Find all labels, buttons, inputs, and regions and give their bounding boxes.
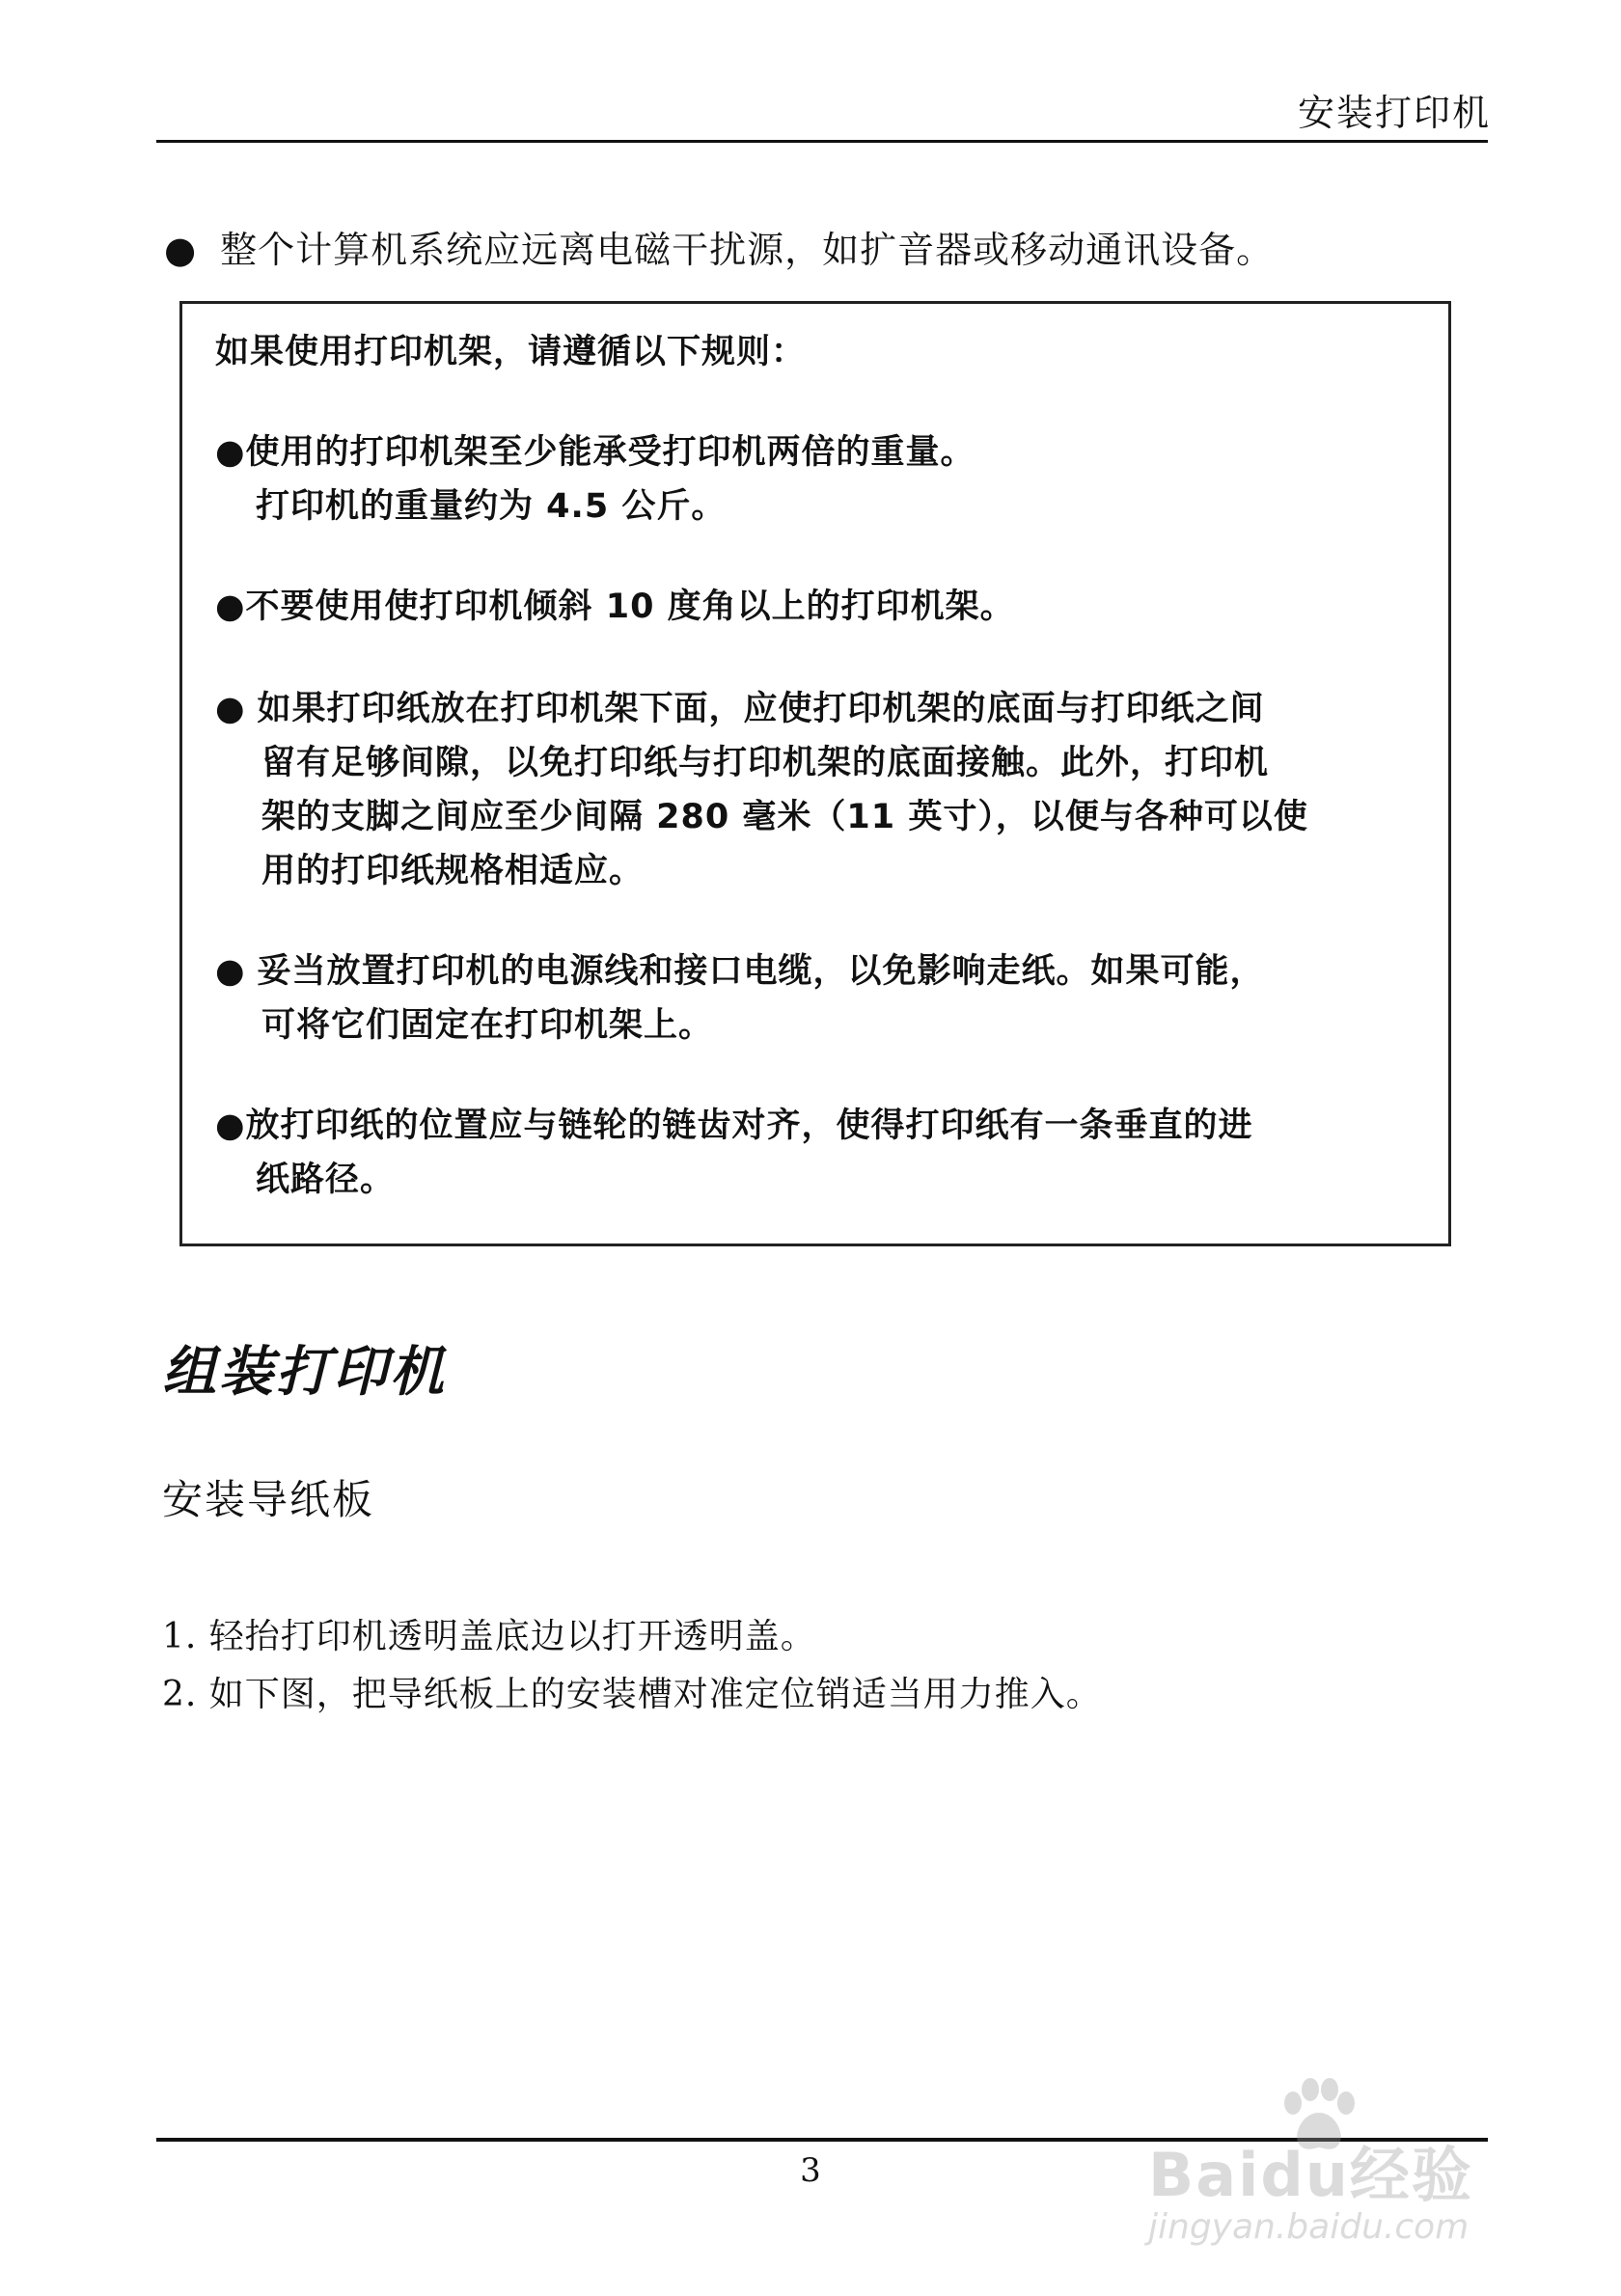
notice-item-line: 用的打印纸规格相适应。 <box>261 852 645 890</box>
bullet-icon: ● <box>215 690 246 728</box>
notice-item-line: 可将它们固定在打印机架上。 <box>261 1006 714 1045</box>
intro-text: 整个计算机系统应远离电磁干扰源，如扩音器或移动通讯设备。 <box>220 229 1275 271</box>
bullet-icon: ● <box>215 1107 246 1145</box>
notice-item-line: ●放打印纸的位置应与链轮的链齿对齐，使得打印纸有一条垂直的进 <box>215 1107 1253 1145</box>
intro-bullet-item <box>164 220 1274 273</box>
header-rule <box>156 140 1488 143</box>
notice-item-line: ● 妥当放置打印机的电源线和接口电缆，以免影响走纸。如果可能， <box>215 952 1265 991</box>
watermark-url: jingyan.baidu.com <box>1148 2207 1470 2247</box>
step-item: 2. 如下图，把导纸板上的安装槽对准定位销适当用力推入。 <box>162 1675 1102 1714</box>
notice-box <box>179 301 1451 1246</box>
subsection-title: 安装导纸板 <box>162 1476 375 1523</box>
notice-item-line: 架的支脚之间应至少间隔 280 毫米（11 英寸），以便与各种可以使 <box>261 798 1308 836</box>
notice-heading: 如果使用打印机架，请遵循以下规则： <box>215 333 807 371</box>
notice-item-line: 留有足够间隙，以免打印纸与打印机架的底面接触。此外，打印机 <box>261 744 1270 782</box>
notice-item-line: ● 如果打印纸放在打印机架下面，应使打印机架的底面与打印纸之间 <box>215 690 1265 728</box>
step-item: 1. 轻抬打印机透明盖底边以打开透明盖。 <box>162 1617 816 1656</box>
page-number: 3 <box>800 2151 821 2190</box>
watermark-brand: Baidu经验 <box>1148 2140 1473 2210</box>
watermark <box>1148 2074 1534 2267</box>
bullet-icon: ● <box>215 433 246 472</box>
notice-item-line: ●不要使用使打印机倾斜 10 度角以上的打印机架。 <box>215 588 1015 626</box>
notice-item-line: ●使用的打印机架至少能承受打印机两倍的重量。 <box>215 433 975 472</box>
section-title: 组装打印机 <box>162 1341 447 1404</box>
bullet-icon: ● <box>215 588 246 626</box>
header-title: 安装打印机 <box>1297 92 1491 134</box>
bullet-icon: ● <box>215 952 246 991</box>
notice-item-line: 纸路径。 <box>256 1161 396 1199</box>
notice-item-line: 打印机的重量约为 4.5 公斤。 <box>256 487 727 526</box>
bullet-icon: ● <box>164 229 198 271</box>
